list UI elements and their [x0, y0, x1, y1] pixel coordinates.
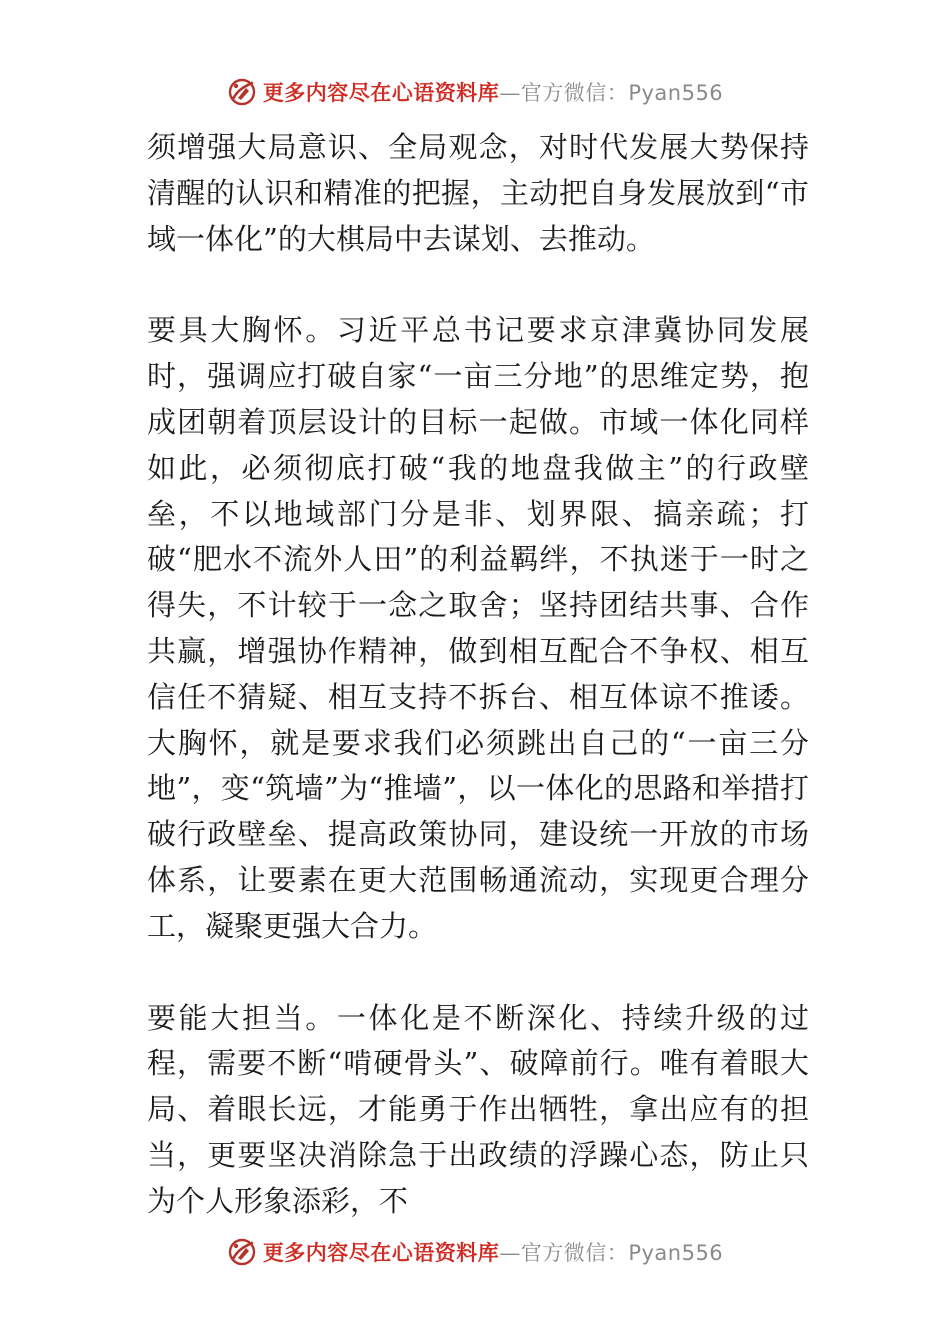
header-dash: — [499, 81, 521, 105]
paragraph: 要具大胸怀。习近平总书记要求京津冀协同发展时，强调应打破自家“一亩三分地”的思维定势，抱成团朝着顶层设计的目标一起做。市域一体化同样如此，必须彻底打破“我的地盘我做主”的行政壁垒，不以地域部门分是非、划界限、搞亲疏；打破“肥水不流外人田”的利益羁绊，不执迷于一时之得失，不计较于一念之取舍；坚持团结共事、合作共赢，增强协作精神，做到相互配合不争权、相互信任不猜疑、相互支持不拆台、相互体谅不推诿。大胸怀，就是要求我们必须跳出自己的“一亩三分地”，变“筑墙”为“推墙”，以一体化的思路和举措打破行政壁垒、提高政策协同，建设统一开放的市场体系，让要素在更大范围畅通流动，实现更合理分工，凝聚更强大合力。 [147, 313, 809, 943]
header-banner-text [263, 77, 723, 107]
footer-banner [0, 1232, 950, 1272]
brand-logo-icon [227, 77, 257, 107]
footer-dash: — [499, 1241, 521, 1265]
paragraph: 要能大担当。一体化是不断深化、持续升级的过程，需要不断“啃硬骨头”、破障前行。唯有着眼大局、着眼长远，才能勇于作出牺牲，拿出应有的担当，更要坚决消除急于出政绩的浮躁心态，防止只为个人形象添彩，不 [147, 1000, 809, 1218]
document-body [147, 125, 809, 1225]
footer-brand: 更多内容尽在心语资料库 [262, 1240, 500, 1265]
brand-logo-icon [227, 1237, 257, 1267]
header-brand: 更多内容尽在心语资料库 [262, 80, 500, 105]
header-sub: 官方微信： [520, 81, 629, 105]
header-banner [0, 72, 950, 112]
footer-sub: 官方微信： [520, 1241, 629, 1265]
footer-banner-text [263, 1237, 723, 1267]
header-wechat-id: Pyan556 [628, 81, 724, 105]
paragraph: 须增强大局意识、全局观念，对时代发展大势保持清醒的认识和精准的把握，主动把自身发展放到“市域一体化”的大棋局中去谋划、去推动。 [147, 130, 809, 256]
footer-wechat-id: Pyan556 [628, 1241, 724, 1265]
